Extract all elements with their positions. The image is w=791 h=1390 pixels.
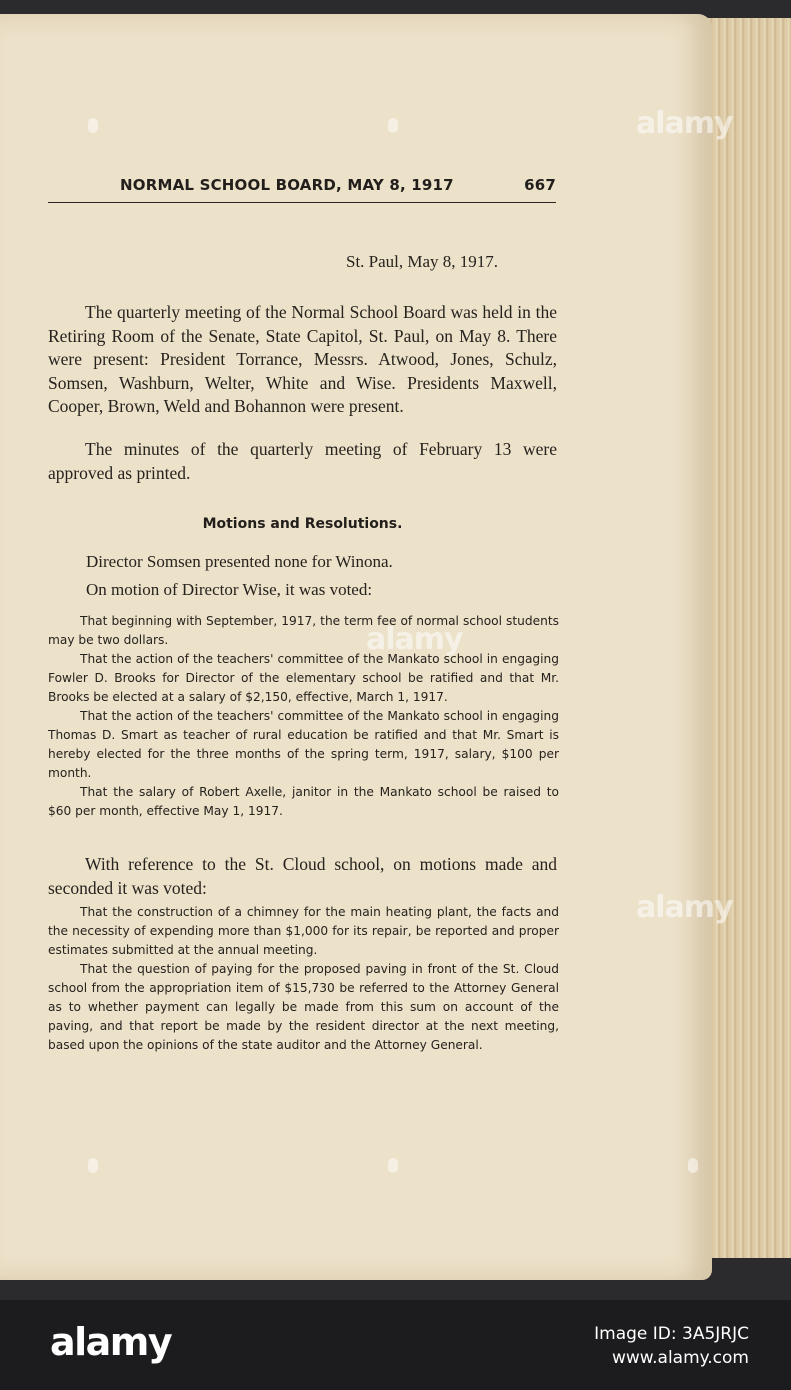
intro-paragraph: The quarterly meeting of the Normal School Board was held in the Retiring Room of the Senate, State Capitol, St. Paul, on May 8. There were present: President Torrance, Messrs. Atwood, Jones, Schulz, Somsen, Washburn, Welter, White and Wise. Presidents Maxwell, Cooper, Brown, Weld and Bohannon were present. bbox=[48, 302, 557, 416]
stock-footer-bar bbox=[0, 1300, 791, 1390]
resolution-item: That the construction of a chimney for the main heating plant, the facts and the necessity of expending more than $1,000 for its repair, be reported and proper estimates submitted at the annual meeting. bbox=[48, 905, 559, 957]
watermark-logo: alamy bbox=[636, 890, 733, 925]
watermark-logo: alamy bbox=[636, 106, 733, 141]
page-number: 667 bbox=[524, 176, 556, 194]
st-cloud-resolutions bbox=[48, 903, 559, 1055]
site-url: www.alamy.com bbox=[611, 1348, 749, 1368]
watermark-mark bbox=[88, 1158, 98, 1173]
alamy-logo: alamy bbox=[50, 1320, 172, 1364]
resolution-item: That beginning with September, 1917, the term fee of normal school students may be two dollars. bbox=[48, 614, 559, 647]
watermark-mark bbox=[388, 118, 398, 133]
st-cloud-intro: With reference to the St. Cloud school, on motions made and seconded it was voted: bbox=[48, 854, 557, 898]
image-id-text: Image ID: 3A5JRJC bbox=[594, 1324, 749, 1344]
watermark-mark bbox=[88, 118, 98, 133]
resolution-item: That the action of the teachers' committee of the Mankato school in engaging Fowler D. Brooks for Director of the elementary school be ratified and that Mr. Brooks be elected at a salary of $2,150, effective, March 1, 1917. bbox=[48, 652, 559, 704]
resolution-item: That the salary of Robert Axelle, janitor in the Mankato school be raised to $60 per month, effective May 1, 1917. bbox=[48, 785, 559, 818]
section-heading: Motions and Resolutions. bbox=[202, 516, 403, 532]
dateline: St. Paul, May 8, 1917. bbox=[346, 252, 499, 271]
wise-motion-line: On motion of Director Wise, it was voted: bbox=[86, 580, 373, 599]
minutes-paragraph: The minutes of the quarterly meeting of February 13 were approved as printed. bbox=[48, 439, 557, 483]
resolution-item: That the action of the teachers' committee of the Mankato school in engaging Thomas D. Smart as teacher of rural education be ratified and that Mr. Smart is hereby elected for the three months of the spring term, 1917, salary, $100 per month. bbox=[48, 709, 559, 780]
winona-line: Director Somsen presented none for Winona. bbox=[86, 552, 393, 571]
resolution-item: That the question of paying for the proposed paving in front of the St. Cloud school from the appropriation item of $15,730 be referred to the Attorney General as to whether payment can legally be made from this sum on account of the paving, and that report be made by the resident director at the next meeting, based upon the opinions of the state auditor and the Attorney General. bbox=[48, 962, 559, 1052]
running-header bbox=[48, 176, 556, 203]
header-title: NORMAL SCHOOL BOARD, MAY 8, 1917 bbox=[120, 176, 454, 194]
watermark-mark bbox=[388, 1158, 398, 1173]
mankato-resolutions bbox=[48, 612, 559, 821]
watermark-mark bbox=[688, 1158, 698, 1173]
image-info bbox=[594, 1322, 749, 1370]
watermark-logo: alamy bbox=[366, 622, 463, 657]
